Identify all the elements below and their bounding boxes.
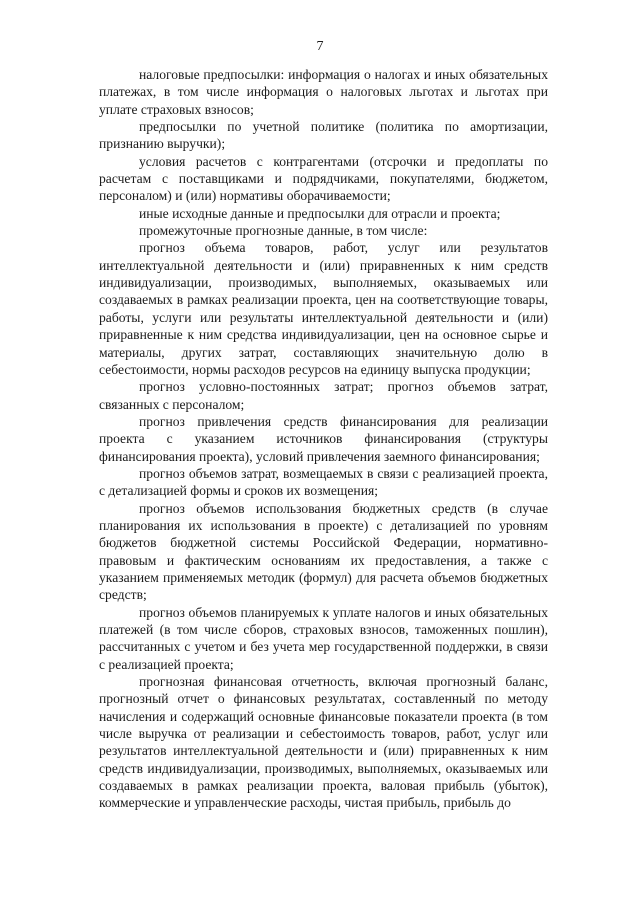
- paragraph-fixed-costs-forecast: прогноз условно-постоянных затрат; прогноз объемов затрат, связанных с персоналом;: [99, 379, 548, 412]
- paragraph-financial-statements: прогнозная финансовая отчетность, включая прогнозный баланс, прогнозный отчет о финансовых результатах, составленный по методу начисления и содержащий основные финансовые показатели проекта (в том числе выручка от реализации и себестоимость товаров, работ, услуг или результатов интеллектуальной деятельности и (или) приравненных к ним средств индивидуализации, производимых, выполняемых, оказываемых или создаваемых в рамках реализации проекта, валовая прибыль (убыток), коммерческие и управленческие расходы, чистая прибыль, прибыль до: [99, 674, 548, 811]
- paragraph-settlement-terms: условия расчетов с контрагентами (отсрочки и предоплаты по расчетам с поставщиками и подрядчиками, покупателями, бюджетом, персоналом) и (или) нормативы оборачиваемости;: [99, 153, 548, 204]
- page-number: 7: [316, 39, 324, 54]
- document-body: [99, 66, 548, 812]
- paragraph-volume-forecast: прогноз объема товаров, работ, услуг или результатов интеллектуальной деятельности и (или) приравненных к ним средств индивидуализации, производимых, выполняемых, оказываемых или создаваемых в рамках реализации проекта, цен на соответствующие товары, работы, услуги или результаты интеллектуальной деятельности и (или) приравненные к ним средства индивидуализации, цен на основное сырье и материалы, других затрат, составляющих значительную долю в себестоимости, нормы расходов ресурсов на единицу выпуска продукции;: [99, 240, 548, 377]
- paragraph-reimbursed-costs-forecast: прогноз объемов затрат, возмещаемых в связи с реализацией проекта, с детализацией формы и сроков их возмещения;: [99, 465, 548, 499]
- paragraph-other-assumptions: иные исходные данные и предпосылки для отрасли и проекта;: [139, 205, 501, 221]
- paragraph-budget-funds-forecast: прогноз объемов использования бюджетных средств (в случае планирования их использования в проекте) с детализацией по уровням бюджетов бюджетной системы Российской Федерации, нормативно-правовым и фактическим основаниям их предоставления, а также с указанием применяемых методик (формул) для расчета объемов бюджетных средств;: [99, 500, 548, 603]
- paragraph-accounting-policy: предпосылки по учетной политике (политика по амортизации, признанию выручки);: [99, 119, 548, 152]
- paragraph-financing-forecast: прогноз привлечения средств финансирования для реализации проекта с указанием источников финансирования (структуры финансирования проекта), условий привлечения заемного финансирования;: [99, 413, 548, 464]
- paragraph-tax-assumptions: налоговые предпосылки: информация о налогах и иных обязательных платежах, в том числе информация о налоговых льготах и льготах при уплате страховых взносов;: [99, 67, 548, 117]
- paragraph-intermediate-data: промежуточные прогнозные данные, в том числе:: [139, 223, 428, 239]
- paragraph-taxes-forecast: прогноз объемов планируемых к уплате налогов и иных обязательных платежей (в том числе сборов, страховых взносов, таможенных пошлин), рассчитанных с учетом и без учета мер государственной поддержки, в связи с реализацией проекта;: [99, 604, 548, 672]
